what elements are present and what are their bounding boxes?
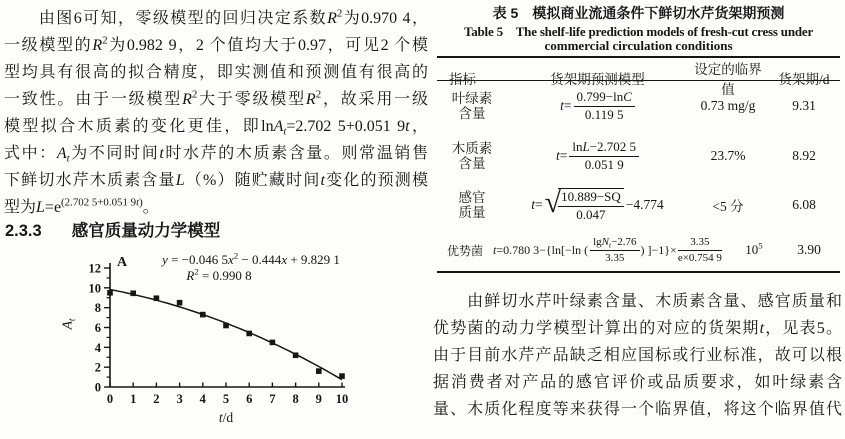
data-point — [223, 323, 229, 329]
formula-rhs: −4.774 — [625, 197, 664, 212]
data-point — [270, 340, 276, 346]
x-tick-label: 0 — [106, 392, 114, 406]
x-tick-label: 8 — [292, 392, 299, 406]
text-line: 型为$L=e^{(2.702 5+0.051 9t)}$。 — [4, 196, 159, 216]
x-tick-label: 7 — [269, 392, 276, 406]
table-caption-en-line2: commercial circulation conditions — [544, 38, 733, 53]
x-tick-label: 6 — [246, 392, 253, 406]
data-point — [200, 312, 206, 318]
table-row — [437, 181, 840, 229]
x-tick-label: 1 — [130, 392, 137, 406]
x-tick-label: 2 — [153, 392, 160, 406]
fit-equation: y = −0.046 $5x^2 - 0.444x + 9.829$ 1 — [162, 250, 340, 267]
header-model: 货架期预测模型 — [550, 72, 645, 87]
shelf-life-cell: 3.90 — [797, 242, 821, 257]
formula-fraction: $\frac{\ln L-2.702 5}{0.051 9}$ — [569, 140, 639, 173]
x-tick-label: 10 — [335, 392, 349, 406]
text-line: 优势菌的动力学模型计算出的对应的货架期t，见表5。 — [433, 320, 842, 337]
x-tick-label: 9 — [315, 392, 322, 406]
table-row — [437, 229, 840, 271]
formula-lhs: t= — [555, 148, 568, 163]
figure-panel-a — [58, 250, 380, 439]
text-line: 由于目前水芹产品缺乏相应国标或行业标准，故可以根 — [433, 347, 842, 364]
y-tick-label: 12 — [88, 261, 101, 276]
panel-label: A — [117, 255, 128, 270]
header-critical-value: 设定的临界值 — [694, 62, 762, 97]
x-axis-label: t/d — [218, 410, 234, 425]
text-line: 由图6可知，零级模型的回归决定系数$R^2$为0.970 4， — [4, 7, 428, 27]
table-row — [437, 81, 840, 131]
indicator-cell: 感官 质量 — [458, 190, 486, 220]
y-tick-label: 10 — [88, 281, 101, 296]
formula-fraction: $\frac{\lg N_t-2.76}{3.35}$ — [590, 236, 639, 264]
formula-lhs: t= — [560, 98, 572, 113]
y-tick-label: 4 — [94, 340, 101, 355]
body-paragraph-left — [4, 5, 428, 221]
text-line: 式中：$A_t$为不同时间t时水芹的木质素含量。则常温销售 — [4, 145, 428, 165]
formula-lhs: t=0.780 3−{ln[−ln ( — [493, 242, 589, 257]
critical-value-cell: $10^5$ — [745, 240, 763, 257]
indicator-cell: 优势菌 — [446, 243, 483, 258]
shelf-life-table — [437, 56, 840, 273]
y-tick-label: 6 — [94, 321, 101, 335]
section-title: 感官质量动力学模型 — [71, 222, 221, 240]
shelf-life-cell: 8.92 — [792, 148, 816, 163]
data-point — [293, 352, 299, 358]
data-point — [246, 331, 252, 337]
section-heading — [5, 217, 220, 241]
table-caption-zh: 表 5 模拟商业流通条件下鲜切水芹货架期预测 — [492, 5, 785, 21]
critical-value-cell: 0.73 mg/g — [700, 98, 756, 113]
data-point — [177, 300, 183, 306]
formula-fraction: $\frac{3.35}{e\times 0.754 9}$ — [677, 235, 722, 264]
critical-value-cell: 23.7% — [710, 148, 746, 163]
formula-fraction: $\frac{0.799-\ln C}{0.119 5}$ — [574, 90, 635, 123]
critical-value-cell: <5 分 — [712, 199, 744, 214]
r-squared-label: $R^2 = 0.990$ 8 — [186, 266, 252, 283]
model-formula-cell — [507, 140, 688, 173]
x-tick-label: 4 — [199, 392, 206, 406]
text-line: 一级模型的$R^2$为0.982 9，2 个值均大于0.97，可见2 个模 — [4, 34, 428, 54]
text-line: 量、木质化程度等来获得一个临界值，将这个临界值代 — [433, 401, 842, 418]
y-tick-label: 2 — [94, 360, 101, 375]
header-indicator: 指标 — [449, 72, 476, 87]
indicator-cell: 叶绿素 含量 — [451, 91, 493, 121]
text-line: 一致性。由于一级模型$R^2$大于零级模型$R^2$，故采用一级 — [4, 88, 428, 108]
indicator-cell: 木质素 含量 — [451, 141, 493, 171]
x-tick-label: 3 — [176, 392, 183, 406]
model-formula-cell — [507, 188, 688, 223]
square-root — [545, 188, 624, 223]
text-line: 下鲜切水芹木质素含量L（%）随贮藏时间t变化的预测模 — [4, 172, 428, 189]
table-caption-en-line1: Table 5 The shelf-life prediction models of fresh-cut cress under — [463, 24, 814, 39]
text-line: 由鲜切水芹叶绿素含量、木质素含量、感官质量和 — [433, 293, 842, 310]
text-line: 型均具有很高的拟合精度，即实测值和预测值有很高的 — [4, 64, 428, 81]
model-formula-cell — [507, 90, 688, 123]
table-row — [437, 131, 840, 181]
model-formula-cell — [493, 236, 730, 264]
text-line: 模型拟合木质素的变化更佳，即lnA$_t$=2.702 5+0.051 9t， — [4, 118, 428, 138]
data-point — [316, 368, 322, 374]
data-point — [154, 295, 160, 301]
section-number: 2.3.3 — [5, 222, 42, 240]
shelf-life-cell: 9.31 — [792, 98, 816, 113]
y-tick-label: 8 — [94, 301, 101, 316]
header-shelf-life: 货架期/d — [778, 72, 830, 87]
data-point — [339, 373, 345, 379]
formula-lhs: t= — [531, 197, 543, 212]
table-header-row — [437, 58, 840, 97]
fit-curve — [110, 290, 342, 380]
radical-sign: √ — [544, 186, 562, 219]
shelf-life-cell: 6.08 — [792, 197, 816, 212]
data-point — [130, 290, 136, 296]
x-tick-label: 5 — [222, 392, 230, 406]
data-point — [107, 290, 113, 296]
text-line: 据消费者对产品的感官评价或品质要求，如叶绿素含 — [433, 374, 842, 391]
formula-fraction: $\frac{10.889-SQ}{0.047}$ — [558, 190, 624, 223]
y-tick-label: 0 — [94, 380, 101, 395]
formula-mid: ) ]−1}× — [640, 242, 677, 257]
body-paragraph-right — [433, 288, 842, 423]
y-axis-label: $A_t$ — [59, 318, 77, 330]
